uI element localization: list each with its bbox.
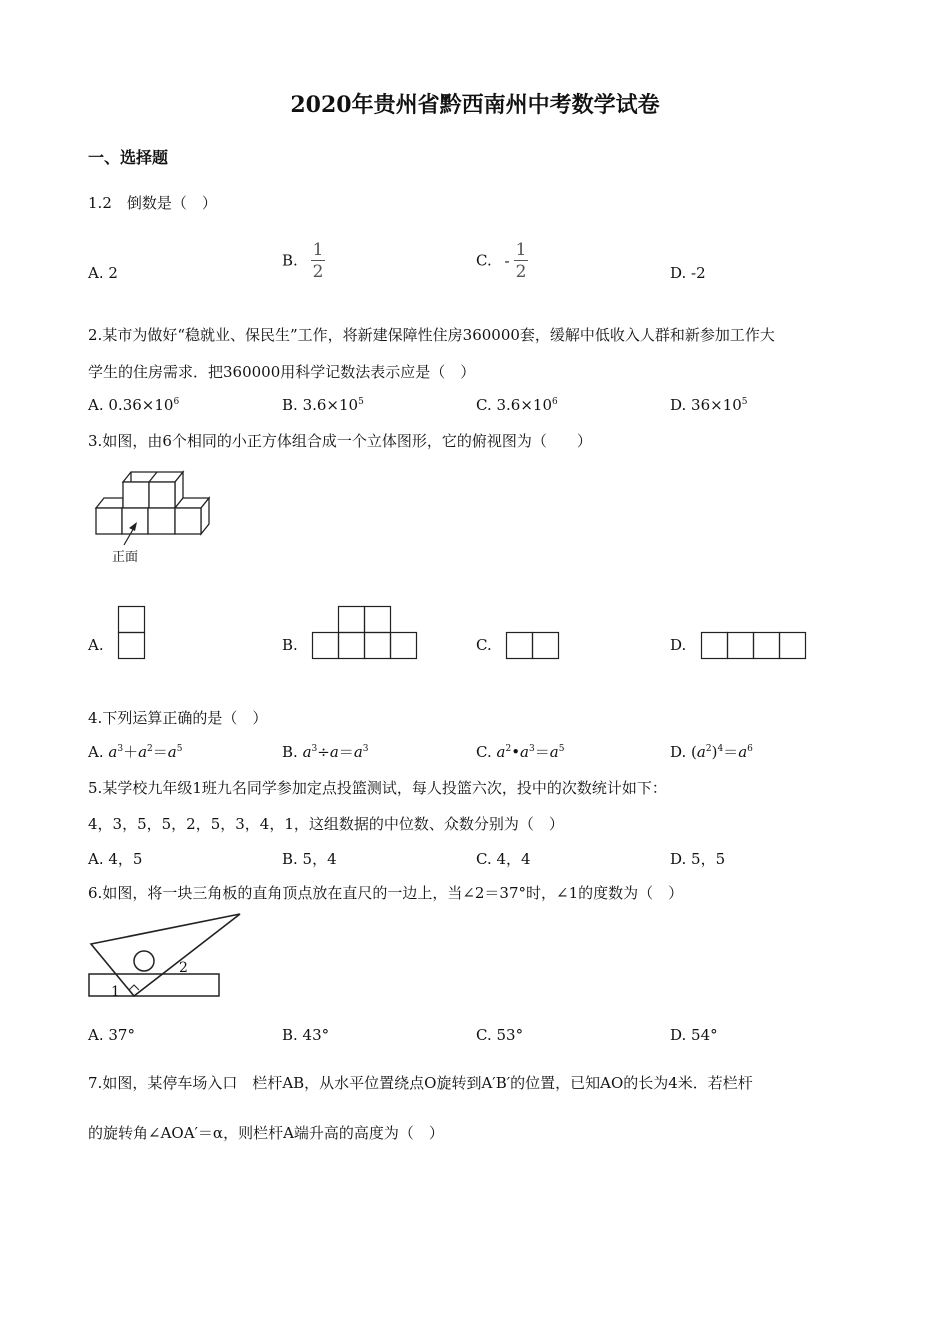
question-text: 如图，由6个相同的小正方体组合成一个立体图形，它的俯视图为（ ） bbox=[102, 432, 592, 450]
q1-option-c bbox=[476, 240, 528, 283]
page-title: 2020年贵州省黔西南州中考数学试卷 bbox=[290, 92, 660, 118]
fraction-denominator: 2 bbox=[312, 262, 324, 282]
fraction-numerator: 1 bbox=[515, 240, 527, 260]
variable: a bbox=[520, 743, 529, 761]
question-1 bbox=[88, 192, 217, 213]
q6-option-a: A. 37° bbox=[88, 1026, 135, 1044]
q2-option-c bbox=[476, 396, 558, 414]
question-text: 某学校九年级1班九名同学参加定点投篮测试，每人投篮六次，投中的次数统计如下： bbox=[102, 779, 667, 797]
option-value: 2 bbox=[108, 264, 118, 282]
variable: a bbox=[738, 743, 748, 761]
operator: ÷ bbox=[317, 743, 330, 761]
option-label: C. bbox=[476, 396, 492, 414]
q1-option-a bbox=[88, 264, 118, 282]
q3-option-d: D. bbox=[670, 636, 687, 654]
option-label: C. bbox=[476, 743, 492, 761]
front-view-label: 正面 bbox=[112, 550, 139, 565]
variable: a bbox=[353, 743, 363, 761]
cube-stack-figure bbox=[88, 470, 218, 570]
exponent: 6 bbox=[173, 397, 180, 407]
fraction bbox=[311, 240, 326, 283]
question-4 bbox=[88, 707, 267, 728]
q3-option-c: C. bbox=[476, 636, 492, 654]
operator: ＝ bbox=[723, 743, 739, 761]
exponent: 5 bbox=[558, 744, 565, 754]
q4-option-a bbox=[88, 741, 182, 762]
exponent: 2 bbox=[505, 744, 512, 754]
option-label: B. bbox=[282, 396, 298, 414]
exponent: 3 bbox=[117, 744, 124, 754]
question-number: 5. bbox=[88, 779, 103, 797]
operator: ＝ bbox=[152, 743, 168, 761]
question-2 bbox=[88, 324, 775, 345]
operator: ＝ bbox=[534, 743, 550, 761]
question-7 bbox=[88, 1072, 753, 1093]
exponent: 5 bbox=[741, 397, 748, 407]
exponent: 3 bbox=[311, 744, 318, 754]
q5-option-c: C. 4，4 bbox=[476, 850, 531, 868]
q5-option-b: B. 5，4 bbox=[282, 850, 337, 868]
operator: • bbox=[511, 743, 521, 761]
q2-option-a bbox=[88, 396, 179, 414]
exponent: 4 bbox=[717, 744, 724, 754]
q6-option-b: B. 43° bbox=[282, 1026, 330, 1044]
q3-option-c-figure bbox=[506, 632, 562, 660]
option-label: A. bbox=[88, 396, 104, 414]
exponent: 6 bbox=[552, 397, 558, 407]
fraction-numerator: 1 bbox=[312, 240, 324, 260]
q2-option-d bbox=[670, 396, 748, 414]
variable: a bbox=[696, 743, 706, 761]
triangle-hole bbox=[134, 951, 154, 971]
question-7-line-2: 的旋转角∠AOA′＝α，则栏杆A端升高的高度为（ ） bbox=[88, 1124, 444, 1142]
ruler bbox=[89, 974, 219, 996]
exponent: 3 bbox=[529, 744, 535, 754]
option-value: 36×10 bbox=[691, 396, 742, 414]
option-value: 3.6×10 bbox=[302, 396, 359, 414]
variable: a bbox=[108, 743, 118, 761]
q6-option-c: C. 53° bbox=[476, 1026, 524, 1044]
question-6 bbox=[88, 882, 683, 903]
option-label: A. bbox=[88, 264, 104, 282]
q4-option-b bbox=[282, 741, 369, 762]
section-heading: 一、选择题 bbox=[88, 148, 169, 167]
question-text: 如图，将一块三角板的直角顶点放在直尺的一边上，当∠2＝37°时，∠1的度数为（ ） bbox=[102, 884, 684, 902]
fraction-denominator: 2 bbox=[515, 262, 527, 282]
q6-option-d: D. 54° bbox=[670, 1026, 718, 1044]
question-number: 1. bbox=[88, 194, 103, 212]
variable: a bbox=[329, 743, 339, 761]
q3-option-b: B. bbox=[282, 636, 298, 654]
question-number: 2. bbox=[88, 326, 103, 344]
option-value: -2 bbox=[691, 264, 706, 282]
q5-option-d: D. 5，5 bbox=[670, 850, 726, 868]
q1-option-d bbox=[670, 264, 706, 282]
exponent: 5 bbox=[358, 397, 364, 407]
option-label: B. bbox=[282, 251, 298, 270]
variable: a bbox=[549, 743, 559, 761]
option-label: D. bbox=[670, 743, 687, 761]
minus-sign: - bbox=[504, 251, 510, 270]
q2-option-b bbox=[282, 396, 364, 414]
exponent: 5 bbox=[176, 744, 183, 754]
operator: ＝ bbox=[338, 743, 354, 761]
question-text: 2 倒数是（ ） bbox=[102, 194, 217, 212]
question-text: 某市为做好“稳就业、保民生”工作，将新建保障性住房360000套，缓解中低收入人群和新参加工作大 bbox=[102, 326, 775, 344]
question-number: 6. bbox=[88, 884, 103, 902]
exponent: 3 bbox=[362, 744, 369, 754]
variable: a bbox=[138, 743, 148, 761]
q1-option-b bbox=[282, 240, 325, 283]
variable: a bbox=[167, 743, 177, 761]
question-5-line-2: 4，3，5，5，2，5，3，4，1，这组数据的中位数、众数分别为（ ） bbox=[88, 815, 564, 833]
question-text: 如图，某停车场入口 栏杆AB，从水平位置绕点O旋转到A′B′的位置，已知AO的长为4米．若栏杆 bbox=[102, 1074, 753, 1092]
question-number: 7. bbox=[88, 1074, 103, 1092]
option-label: B. bbox=[282, 743, 298, 761]
variable: a bbox=[496, 743, 506, 761]
triangle-ruler-figure bbox=[88, 912, 228, 1004]
exponent: 6 bbox=[747, 744, 753, 754]
variable: a bbox=[302, 743, 312, 761]
angle-2-label: 2 bbox=[179, 960, 188, 976]
q4-option-c bbox=[476, 741, 564, 762]
option-value: 3.6×10 bbox=[496, 396, 553, 414]
q5-option-a: A. 4，5 bbox=[88, 850, 143, 868]
q3-option-d-figure bbox=[701, 632, 809, 660]
q3-option-a: A. bbox=[88, 636, 104, 654]
q4-option-d: D. $(a^2)^4=a^6$ bbox=[670, 743, 753, 761]
question-text: 下列运算正确的是（ ） bbox=[102, 709, 268, 727]
angle-1-label: 1 bbox=[111, 984, 120, 1000]
question-5 bbox=[88, 777, 667, 798]
operator: ＋ bbox=[123, 743, 139, 761]
option-label: A. bbox=[88, 743, 104, 761]
option-label: C. bbox=[476, 251, 492, 270]
question-number: 3. bbox=[88, 432, 103, 450]
exponent: 2 bbox=[147, 744, 153, 754]
q3-option-a-figure bbox=[118, 606, 146, 660]
option-label: D. bbox=[670, 264, 687, 282]
option-value: 0.36×10 bbox=[108, 396, 174, 414]
option-label: D. bbox=[670, 396, 687, 414]
question-3 bbox=[88, 430, 592, 451]
question-number: 4. bbox=[88, 709, 103, 727]
question-2-line-2: 学生的住房需求．把360000用科学记数法表示应是（ ） bbox=[88, 363, 476, 381]
fraction bbox=[514, 240, 529, 283]
exponent: 2 bbox=[705, 744, 712, 754]
q3-option-b-figure bbox=[312, 606, 420, 660]
